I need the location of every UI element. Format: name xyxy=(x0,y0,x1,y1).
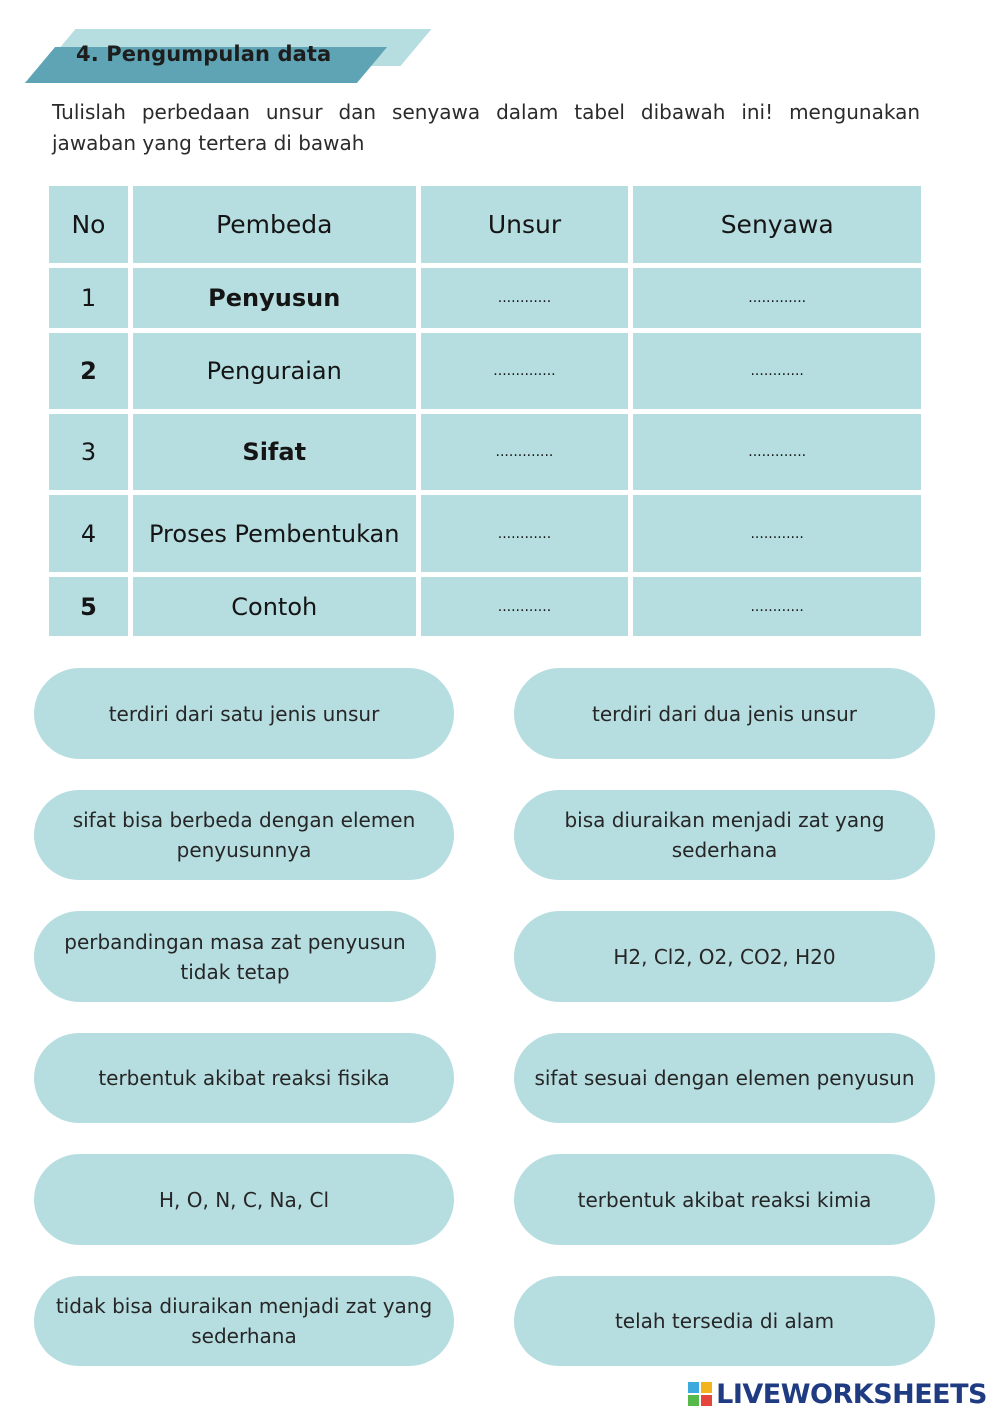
answer-option[interactable]: sifat sesuai dengan elemen penyusun xyxy=(514,1033,935,1123)
unsur-answer-blank[interactable]: .............. xyxy=(421,333,629,409)
header-unsur: Unsur xyxy=(421,186,629,263)
row-number: 1 xyxy=(49,268,128,328)
section-header xyxy=(0,0,440,100)
table-row xyxy=(49,577,921,636)
liveworksheets-logo-icon xyxy=(688,1382,712,1406)
senyawa-answer-blank[interactable]: ............ xyxy=(633,333,921,409)
section-title: 4. Pengumpulan data xyxy=(76,42,332,66)
answer-option[interactable]: terdiri dari dua jenis unsur xyxy=(514,668,935,759)
table-header-row xyxy=(49,186,921,263)
comparison-table xyxy=(49,186,921,636)
brand-name: LIVEWORKSHEETS xyxy=(716,1378,987,1410)
answer-option[interactable]: telah tersedia di alam xyxy=(514,1276,935,1366)
answer-option[interactable]: tidak bisa diuraikan menjadi zat yang sederhana xyxy=(34,1276,454,1366)
table-row xyxy=(49,268,921,328)
unsur-answer-blank[interactable]: ............ xyxy=(421,268,629,328)
row-pembeda: Contoh xyxy=(133,577,416,636)
liveworksheets-brand[interactable] xyxy=(688,1379,987,1409)
answer-option[interactable]: perbandingan masa zat penyusun tidak tetap xyxy=(34,911,436,1002)
senyawa-answer-blank[interactable]: ............. xyxy=(633,414,921,490)
answer-option[interactable]: terbentuk akibat reaksi fisika xyxy=(34,1033,454,1123)
header-no: No xyxy=(49,186,128,263)
header-senyawa: Senyawa xyxy=(633,186,921,263)
table-row xyxy=(49,495,921,572)
answer-option[interactable]: terdiri dari satu jenis unsur xyxy=(34,668,454,759)
table-row xyxy=(49,333,921,409)
table-row xyxy=(49,414,921,490)
senyawa-answer-blank[interactable]: ............ xyxy=(633,577,921,636)
row-number: 4 xyxy=(49,495,128,572)
row-number: 2 xyxy=(49,333,128,409)
answer-option[interactable]: bisa diuraikan menjadi zat yang sederhana xyxy=(514,790,935,880)
senyawa-answer-blank[interactable]: ............. xyxy=(633,268,921,328)
unsur-answer-blank[interactable]: ............ xyxy=(421,495,629,572)
row-pembeda: Penyusun xyxy=(133,268,416,328)
row-number: 3 xyxy=(49,414,128,490)
answer-option[interactable]: H2, Cl2, O2, CO2, H20 xyxy=(514,911,935,1002)
answer-option[interactable]: H, O, N, C, Na, Cl xyxy=(34,1154,454,1245)
row-pembeda: Penguraian xyxy=(133,333,416,409)
header-pembeda: Pembeda xyxy=(133,186,416,263)
instruction-text: Tulislah perbedaan unsur dan senyawa dalam tabel dibawah ini! mengunakan jawaban yang tertera di bawah xyxy=(52,100,920,155)
row-pembeda: Proses Pembentukan xyxy=(133,495,416,572)
row-pembeda: Sifat xyxy=(133,414,416,490)
row-number: 5 xyxy=(49,577,128,636)
unsur-answer-blank[interactable]: ............ xyxy=(421,577,629,636)
senyawa-answer-blank[interactable]: ............ xyxy=(633,495,921,572)
answer-option[interactable]: terbentuk akibat reaksi kimia xyxy=(514,1154,935,1245)
unsur-answer-blank[interactable]: ............. xyxy=(421,414,629,490)
answer-option[interactable]: sifat bisa berbeda dengan elemen penyusunnya xyxy=(34,790,454,880)
